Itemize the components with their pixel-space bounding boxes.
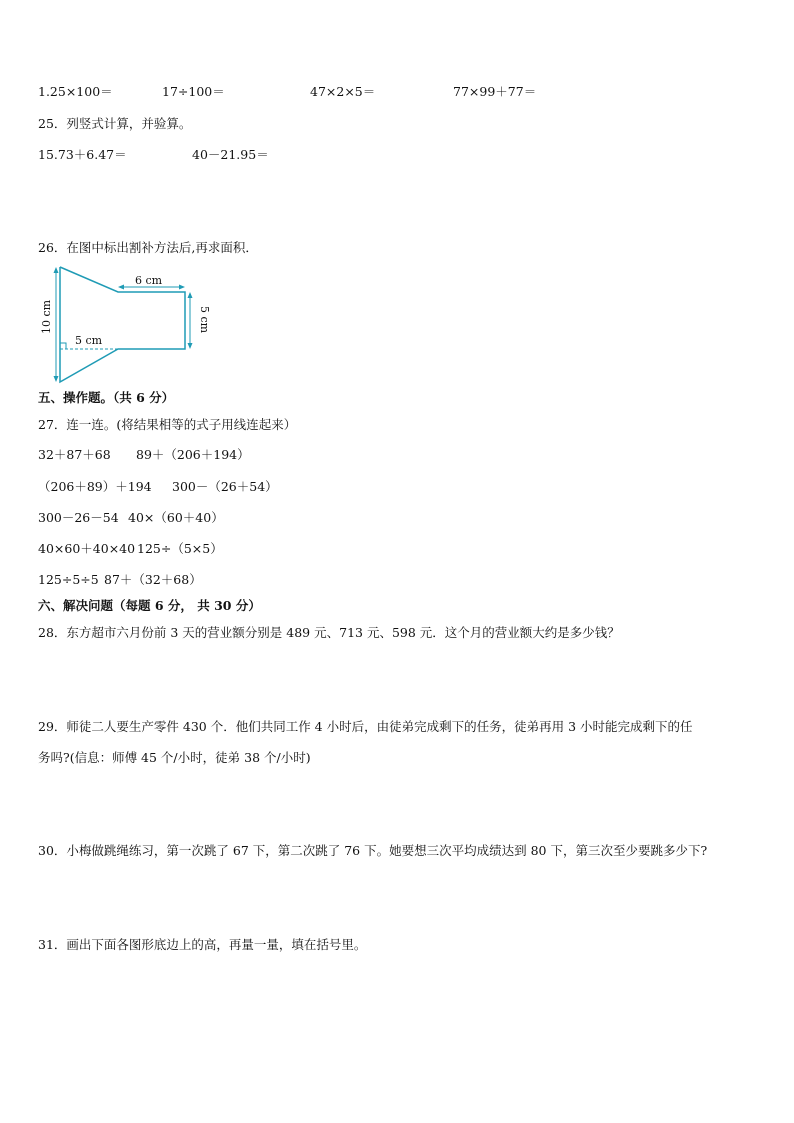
right-angle-marker: [60, 343, 66, 349]
q27-left-5: 125÷5÷5: [38, 572, 99, 587]
q24-expr-2: 17÷100＝: [162, 84, 225, 99]
q24-expr-4: 77×99＋77＝: [453, 84, 537, 99]
q25-expr-1: 15.73＋6.47＝: [38, 147, 127, 162]
q24-expr-3: 47×2×5＝: [310, 84, 376, 99]
right-arrow-top: [188, 292, 193, 298]
q29-line-1: 29．师徒二人要生产零件 430 个．他们共同工作 4 小时后，由徒弟完成剩下的任务，徒弟再用 3 小时能完成剩下的任: [38, 719, 693, 734]
section6-header: 六、解决问题（每题 6 分， 共 30 分）: [38, 598, 261, 613]
q27-left-2: （206＋89）＋194: [38, 479, 152, 494]
section5-header: 五、操作题。（共 6 分）: [38, 390, 175, 405]
q25-title: 25．列竖式计算，并验算。: [38, 116, 192, 131]
q25-expr-2: 40－21.95＝: [192, 147, 269, 162]
q27-title: 27．连一连。(将结果相等的式子用线连起来）: [38, 417, 297, 432]
label-right: 5 cm: [198, 306, 211, 334]
q28-text: 28．东方超市六月份前 3 天的营业额分别是 489 元、713 元、598 元．这个月的营业额大约是多少钱？: [38, 625, 620, 640]
top-arrow-left: [118, 285, 124, 290]
q24-expr-1: 1.25×100＝: [38, 84, 113, 99]
left-arrow-top: [54, 267, 59, 273]
label-left: 10 cm: [40, 299, 53, 334]
q26-title: 26．在图中标出割补方法后,再求面积．: [38, 240, 258, 255]
q27-right-5: 87＋（32＋68）: [104, 572, 202, 587]
q29-line-2: 务吗?(信息：师傅 45 个/小时，徒弟 38 个/小时): [38, 750, 311, 765]
left-arrow-bottom: [54, 376, 59, 382]
top-arrow-right: [179, 285, 185, 290]
q27-right-2: 300－（26＋54）: [172, 479, 278, 494]
q27-right-4: 125÷（5×5）: [137, 541, 223, 556]
figure-outline: [60, 267, 185, 382]
label-bottom: 5 cm: [75, 334, 103, 347]
q27-right-3: 40×（60＋40）: [128, 510, 224, 525]
q30-text: 30．小梅做跳绳练习，第一次跳了 67 下，第二次跳了 76 下。她要想三次平均成绩达到 80 下，第三次至少要跳多少下?: [38, 843, 708, 858]
q27-left-3: 300－26－54: [38, 510, 119, 525]
q27-left-1: 32＋87＋68: [38, 447, 111, 462]
q26-composite-figure: [30, 262, 211, 387]
label-top: 6 cm: [135, 274, 163, 287]
q31-text: 31．画出下面各图形底边上的高，再量一量，填在括号里。: [38, 937, 367, 952]
q27-left-4: 40×60＋40×40: [38, 541, 136, 556]
q27-right-1: 89＋（206＋194）: [136, 447, 250, 462]
right-arrow-bottom: [188, 343, 193, 349]
